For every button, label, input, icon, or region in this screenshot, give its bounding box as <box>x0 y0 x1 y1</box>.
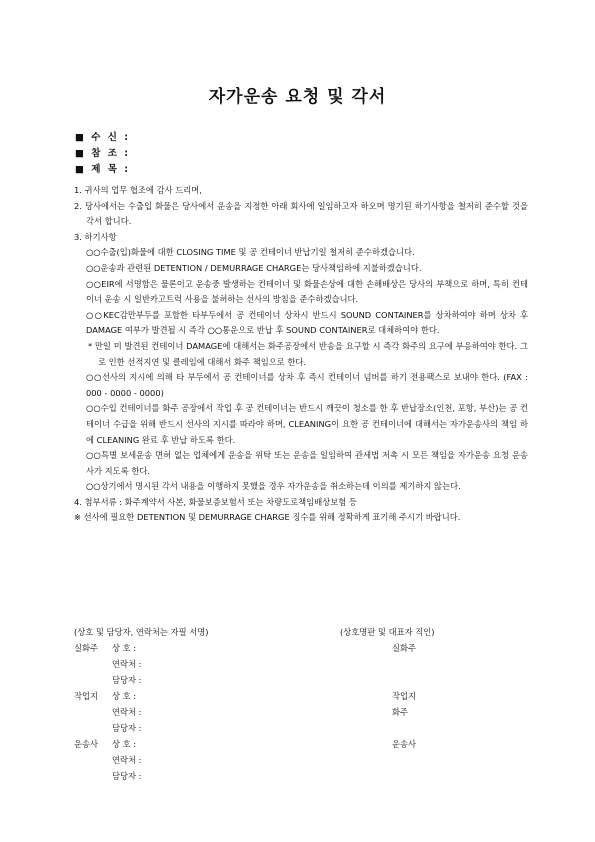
worksite-name-label: 상 호 : <box>112 691 137 701</box>
worksite-role-label: 작업지 <box>74 691 99 701</box>
carrier-role-label: 운송사 <box>74 739 99 749</box>
subject-field: ■ 제 목 : <box>75 164 131 175</box>
carrier-name-label: 상 호 : <box>112 739 137 749</box>
clause-6: ○○수입 컨테이너를 화주 공장에서 작업 후 공 컨테이너는 반드시 깨끗이 청소를 한 후 반납장소(인천, 포항, 부산)는 공 컨테이너 수급을 위해 반드시 선사의 지시를 따라야 하며, CLEANING이 요한 공 컨테이너에 대해서는 자가운송사의 책임 하에 CLEANING 완료 후 반납 하도록 한다. <box>86 403 528 445</box>
carrier-person-label: 담당자 : <box>112 771 142 781</box>
worksite-contact-label: 연락처 : <box>112 707 142 717</box>
shipper-role-label: 실화주 <box>74 643 99 653</box>
shipper-name-label: 상 호 : <box>112 643 137 653</box>
clause-4-note: * 만일 미 발견된 컨테이너 DAMAGE에 대해서는 화주공장에서 반송을 요구할 시 즉각 화주의 요구에 부응하여야 한다. 그로 인한 선적지연 및 클레임에 대해서 화주 책임으로 한다. <box>88 340 528 367</box>
shipper-contact-label: 연락처 : <box>112 659 142 669</box>
clause-8: ○○상기에서 명시된 각서 내용을 이행하지 못했을 경우 자가운송을 취소하는데 이의를 제기하지 않는다. <box>86 481 461 492</box>
worksite-seal-label: 작업지 <box>392 691 417 701</box>
item-3-title: 3. 하기사항 <box>74 231 117 242</box>
item-4: 4. 첨부서류 : 화주계약서 사본, 화물보증보험서 또는 차량도로책임배상보험 등 <box>74 496 357 507</box>
document-body <box>74 183 528 526</box>
item-1: 1. 귀사의 업무 협조에 감사 드리며, <box>74 185 202 195</box>
document-title: 자가운송 요청 및 각서 <box>208 87 387 107</box>
clause-3: ○○EIR에 서명함은 물론이고 운송중 발생하는 컨테이너 및 화물손상에 대한 손해배상은 당사의 부책으로 하며, 특히 컨테이너 운송 시 일반카고트럭 사용을 불허하는 선사의 방침을 준수하겠습니다. <box>86 278 528 305</box>
item-2: 2. 당사에서는 수출입 화물은 당사에서 운송을 지정한 아래 회사에 일임하고자 하오며 명기된 하기사항을 철저히 준수할 것을 각서 합니다. <box>74 200 528 227</box>
cc-field: ■ 참 조 : <box>75 148 131 159</box>
carrier-contact-label: 연락처 : <box>112 755 142 765</box>
consignor-seal-label: 화주 <box>392 707 409 717</box>
signature-right-header: (상호명판 및 대표자 직인) <box>340 627 435 637</box>
clause-2: ○○운송과 관련된 DETENTION / DEMURRAGE CHARGE는 당사책임하에 지불하겠습니다. <box>86 262 422 273</box>
clause-7: ○○특별 보세운송 면허 없는 업체에게 운송을 위탁 또는 운송을 일임하여 관세법 저촉 시 모든 책임을 자가운송 요청 운송사가 지도록 한다. <box>86 450 528 476</box>
charge-note: ※ 선사에 필요한 DETENTION 및 DEMURRAGE CHARGE 징수를 위해 정확하게 표기해 주시기 바랍니다. <box>74 512 461 523</box>
clause-5: ○○선사의 지시에 의해 타 부두에서 공 컨테이너를 상차 후 즉시 컨테이너 넘버를 하기 전용팩스로 보내야 한다. (FAX : 000 - 0000 - 0000) <box>86 372 528 398</box>
clause-1: ○○수출(입)화물에 대한 CLOSING TIME 및 공 컨테이너 반납기일 철저히 준수하겠습니다. <box>86 247 415 258</box>
signature-left-header: (상호 및 담당자, 연락처는 자필 서명) <box>74 627 209 637</box>
shipper-seal-label: 실화주 <box>392 643 417 653</box>
worksite-person-label: 담당자 : <box>112 723 142 733</box>
recipient-field: ■ 수 신 : <box>75 132 131 143</box>
clause-4: ○○KEC감만부두를 포함한 타부두에서 공 컨테이너 상차시 반드시 SOUND CONTAINER를 상차하여야 하며 상차 후 DAMAGE 여부가 발견될 시 즉각 ○○통운으로 반납 후 SOUND CONTAINER로 대체하여야 한다. <box>86 309 528 336</box>
shipper-person-label: 담당자 : <box>112 675 142 685</box>
carrier-seal-label: 운송사 <box>392 739 417 749</box>
